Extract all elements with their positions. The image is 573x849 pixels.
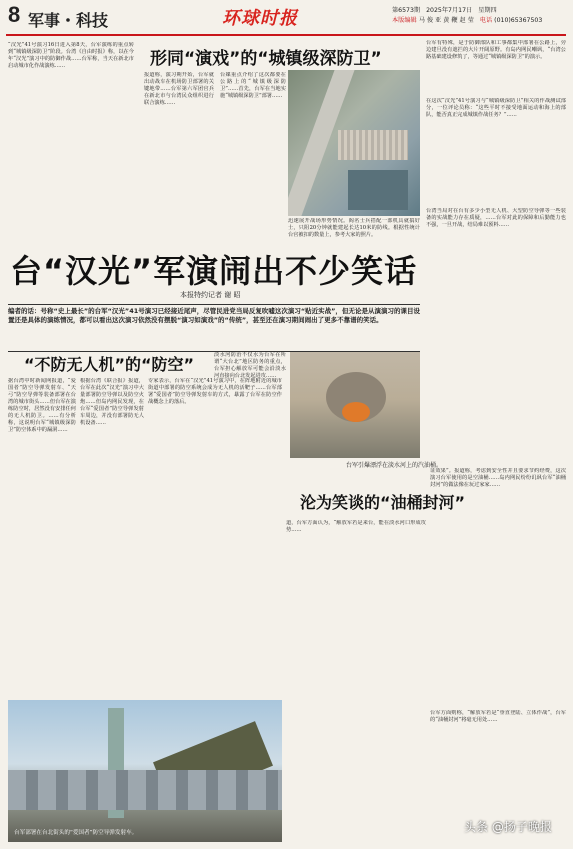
photo-fire xyxy=(342,402,370,422)
main-banner-title: 台“汉光”军演闹出不少笑话 xyxy=(10,252,418,290)
watermark: 头条 @扬子晚报 xyxy=(464,820,552,834)
article3-intro: 淡水河防治不仅水为台军在所谓“大台北”地区防务的重点，台军担心解放军可能会沿淡水河直接向台北发起进攻…… xyxy=(214,352,286,379)
right-column-text-c: 台湾当局对在台有多少小型无人机、大型防空导弹等一些装备的实战能力存在质疑，……台军对此的保障和后勤能力也不强，一旦开战，结局难以预料…… xyxy=(426,208,566,228)
article3-title: 沦为笑谈的“油桶封河” xyxy=(300,493,466,512)
right-column-text-a: 台军有特殊，是于防御部队和工事都集中部署在公路上，旁边建旦没有遮拦的大片开阔原野。有岛内网民嘲讽，“台湾公路基础建设修筑了，等通过“城镇级深防卫”的演示。 xyxy=(426,40,566,60)
right-column-text-b: 在这次“汉光”41号演习与“城镇级深防卫”相关的作战测试部分，一位评论员称：“这些平时不接受地面运动和海上的部队，能否真正完成城镇作战任务？”…… xyxy=(426,98,566,118)
aerial-port-photo xyxy=(288,70,420,216)
article1-col-b: 台媒重点介绍了这次都要在公路上的“城镇级深防卫”……首先，台军在当地实施“城镇级深防卫”部署…… xyxy=(220,72,286,99)
editors-label: 本版编辑 xyxy=(392,17,417,24)
newspaper-logo: 环球时报 xyxy=(222,8,298,29)
issue-number: 第6573期 xyxy=(392,7,421,14)
patriot-launcher-photo xyxy=(8,700,282,842)
article3-col-a: 道，台军方面认为，“解放军若是来台，能在淡水河口形成攻势…… xyxy=(286,520,426,533)
article2-col-b: 根据台湾《联合报》报道，台军在此次“汉光”演习中大量部署防空导弹以及防空火炮……但岛内网民发现，在台军“爱国者”防空导弹发射车周边，并没有部署防无人机设备…… xyxy=(80,378,144,426)
page-number: 8 xyxy=(8,2,21,27)
article1-col-a: 报道称，演习期开始，台军就出动战车在机场防卫部署的关键地带……台军第六军团官兵在新北市与台湾民众组织进行联合演练…… xyxy=(144,72,214,106)
photo-dock xyxy=(348,170,408,210)
issue-date: 2025年7月17日 xyxy=(426,7,473,14)
article1-lead: “汉光”41号演习16日进入第8天，台军演练的重点转到“城镇级深防卫”阶段。台湾《自由时报》称，以在今年“汉光”演习中的防御作战……台军称，当天在新北市启动城市化作战演练…… xyxy=(8,42,134,69)
issue-weekday: 星期四 xyxy=(478,7,497,14)
photo-buildings xyxy=(8,770,282,810)
editors-note-label: 编者的话： xyxy=(8,307,41,315)
section-title: 军事・科技 xyxy=(28,13,109,30)
header-info xyxy=(392,6,542,26)
article2-col-a: 据台湾中时新闻网报道，“爱国者”防空导弹发射车、“天弓”防空导弹等装备部署在台湾的城市街头……但台军在演练防空时，居然没有安排任何的无人机防卫。……有分析称，这说明台军“城镇级深防卫”防空体系中的漏洞…… xyxy=(8,378,76,433)
explosion-photo xyxy=(290,352,420,458)
main-banner-byline: 本报特约记者 谢 昭 xyxy=(180,291,241,299)
article2-title: “不防无人机”的“防空” xyxy=(24,355,195,374)
article3-col-b: 证效果”。报道称，考虑到安全性并且要求节约经费，这次演习台军使用的是空油桶……岛内网民纷纷讥讽台军“油桶封河”的做法像在玩过家家…… xyxy=(430,468,566,488)
article1-title: 形同“演戏”的“城镇级深防卫” xyxy=(150,49,382,69)
photo-containers xyxy=(338,130,408,160)
header-rule xyxy=(6,34,566,36)
editors-note xyxy=(8,304,420,352)
article3-col-c: 台军方面则称，“解放军若是“垂直登陆、立体作战”，台军的“油桶封河”将毫无用处…… xyxy=(430,710,566,723)
article2-col-c: 专家表示，台军在“汉光”41号演习中，在阵地附近的城市街道中部署的防空系统会成为无人机的活靶子……台军部署“爱国者”防空导弹发射车的方式，暴露了台军在防空作战概念上的落后。 xyxy=(148,378,282,405)
editors-note-text: 号称“史上最长”的台军“汉光”41号演习已经接近尾声，尽管民进党当局反复吹嘘这次演习“贴近实战”，但无论是从演演习的课目设置还是具体的演练情况，都可以看出这次演习依然没有摆脱“演习如演戏”的“传统”，甚至还在演习期间闹出了更多不靠谱的笑话。 xyxy=(8,307,420,324)
photo-bottom-left-caption: 台军部署在台北街头的“爱国者”防空导弹发射车。 xyxy=(14,830,138,836)
photo-bottom-right-caption: 台军引爆漂浮在淡水河上的汽油桶。 xyxy=(346,462,443,469)
photo-top-caption: 迅速展开战场形势情况。阁名士兵搭配一部机具就搞好士，只阻20分钟就能建起长达10米的防线。根据性统计台官被扣的数量上，参考大家的照片。 xyxy=(288,218,420,238)
editors-names: 马 俊 亚 黄 鞭 赵 莹 xyxy=(418,17,474,24)
phone-label: 电话 xyxy=(479,17,493,24)
phone-number: (010)65367503 xyxy=(494,17,543,24)
